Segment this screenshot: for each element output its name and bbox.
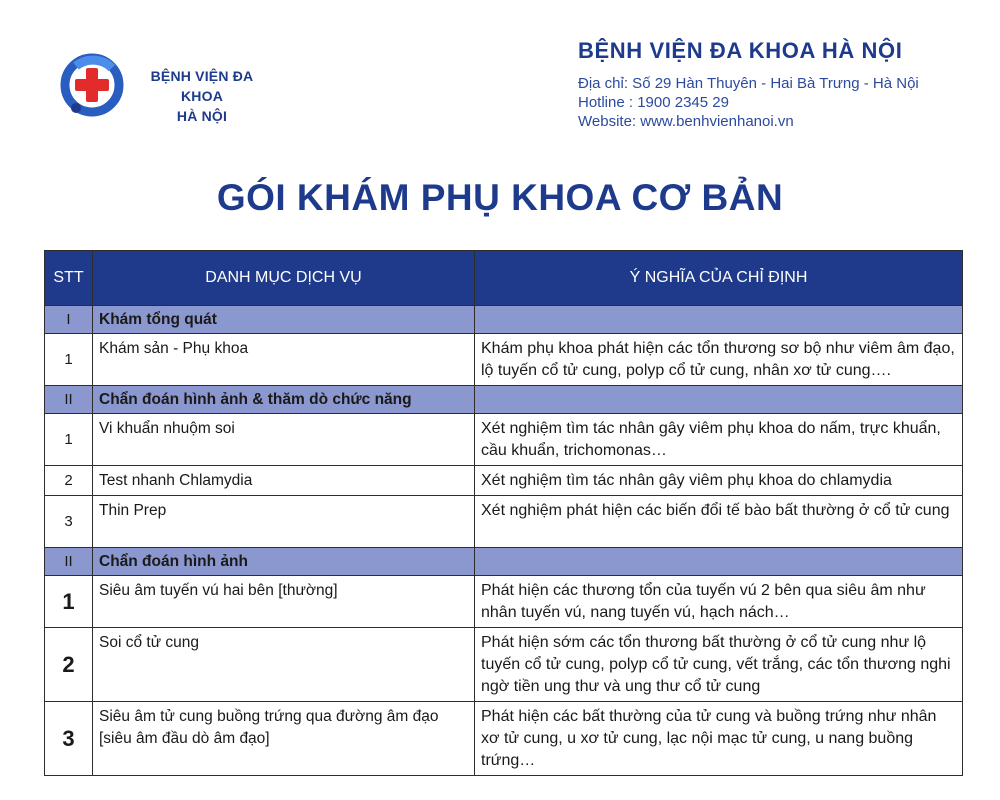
website: Website: www.benhvienhanoi.vn — [578, 113, 794, 130]
row-service: Siêu âm tuyến vú hai bên [thường] — [93, 576, 475, 628]
row-meaning: Phát hiện các bất thường của tử cung và buồng trứng như nhân xơ tử cung, u xơ tử cung, lạc nội mạc tử cung, u nang buồng trứng… — [475, 702, 963, 776]
contact-info — [578, 74, 919, 131]
section-empty — [475, 386, 963, 414]
row-service: Test nhanh Chlamydia — [93, 466, 475, 496]
table-row — [45, 414, 963, 466]
section-row — [45, 548, 963, 576]
hospital-logo — [56, 50, 128, 120]
section-row — [45, 386, 963, 414]
page-title: GÓI KHÁM PHỤ KHOA CƠ BẢN — [216, 177, 784, 218]
row-service: Siêu âm tử cung buồng trứng qua đường âm đạo [siêu âm đầu dò âm đạo] — [93, 702, 475, 776]
row-stt: 1 — [45, 576, 93, 628]
section-row — [45, 306, 963, 334]
address: Địa chỉ: Số 29 Hàn Thuyên - Hai Bà Trưng - Hà Nội — [578, 75, 919, 92]
section-name: Khám tổng quát — [93, 306, 475, 334]
row-service: Soi cổ tử cung — [93, 628, 475, 702]
header-stt: STT — [45, 251, 93, 306]
row-meaning: Phát hiện sớm các tổn thương bất thường ở cổ tử cung như lộ tuyến cổ tử cung, polyp cổ tử cung, vết trắng, các tổn thương nghi ngờ tiền ung thư và ung thư cổ tử cung — [475, 628, 963, 702]
section-name: Chẩn đoán hình ảnh & thăm dò chức năng — [93, 386, 475, 414]
table-row — [45, 334, 963, 386]
row-stt: 1 — [45, 334, 93, 386]
hospital-logo-icon — [56, 50, 128, 120]
section-stt: II — [45, 386, 93, 414]
row-stt: 3 — [45, 496, 93, 548]
row-stt: 2 — [45, 628, 93, 702]
section-stt: I — [45, 306, 93, 334]
row-service: Khám sản - Phụ khoa — [93, 334, 475, 386]
row-meaning: Xét nghiệm tìm tác nhân gây viêm phụ khoa do nấm, trực khuẩn, cầu khuẩn, trichomonas… — [475, 414, 963, 466]
row-meaning: Xét nghiệm phát hiện các biến đổi tế bào bất thường ở cổ tử cung — [475, 496, 963, 548]
row-stt: 2 — [45, 466, 93, 496]
section-stt: II — [45, 548, 93, 576]
header-meaning: Ý NGHĨA CỦA CHỈ ĐỊNH — [475, 251, 963, 306]
table-row — [45, 496, 963, 548]
section-name: Chẩn đoán hình ảnh — [93, 548, 475, 576]
hotline: Hotline : 1900 2345 29 — [578, 94, 729, 111]
table-row — [45, 702, 963, 776]
logo-line2: HÀ NỘI — [176, 108, 228, 124]
row-service: Vi khuẩn nhuộm soi — [93, 414, 475, 466]
service-table — [44, 250, 963, 776]
logo-text — [136, 66, 268, 126]
section-empty — [475, 548, 963, 576]
row-meaning: Xét nghiệm tìm tác nhân gây viêm phụ khoa do chlamydia — [475, 466, 963, 496]
header-service: DANH MỤC DỊCH VỤ — [93, 251, 475, 306]
row-stt: 3 — [45, 702, 93, 776]
table-row — [45, 576, 963, 628]
row-meaning: Phát hiện các thương tổn của tuyến vú 2 bên qua siêu âm như nhân tuyến vú, nang tuyến vú, hạch nách… — [475, 576, 963, 628]
section-empty — [475, 306, 963, 334]
logo-line1: BỆNH VIỆN ĐA KHOA — [150, 68, 254, 104]
table-row — [45, 628, 963, 702]
row-stt: 1 — [45, 414, 93, 466]
row-service: Thin Prep — [93, 496, 475, 548]
hospital-name: BỆNH VIỆN ĐA KHOA HÀ NỘI — [578, 38, 903, 63]
table-row — [45, 466, 963, 496]
row-meaning: Khám phụ khoa phát hiện các tổn thương sơ bộ như viêm âm đạo, lộ tuyến cổ tử cung, polyp cổ tử cung, nhân xơ tử cung…. — [475, 334, 963, 386]
table-header-row — [45, 251, 963, 306]
